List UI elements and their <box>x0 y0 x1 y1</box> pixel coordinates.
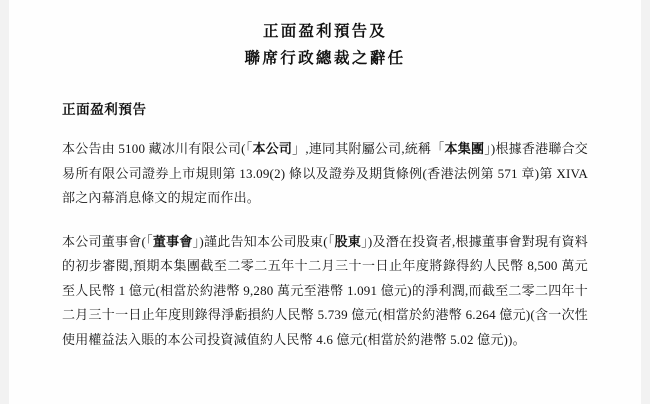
page-title-line-2: 聯席行政總裁之辭任 <box>244 50 406 67</box>
defined-term: 本公司 <box>252 141 293 156</box>
defined-term: 董事會 <box>152 233 193 249</box>
page-left-margin <box>0 0 9 412</box>
text-run: 」)根據香港聯合交易所有限公司證券上市規則第 13.09(2) 條以及證券及期貨條例(香港法例第 571 章)第 XIVA 部之內幕消息條文的規定而作出。 <box>62 141 588 205</box>
document-body <box>62 137 588 352</box>
text-run: 本公司董事會(「 <box>62 233 153 249</box>
defined-term: 本集團 <box>444 141 485 156</box>
page-title <box>62 18 588 72</box>
page-bottom-edge <box>0 404 650 412</box>
paragraph-announcement <box>62 137 588 211</box>
section-heading: 正面盈利預告 <box>62 102 147 117</box>
paragraph-profit-alert <box>62 230 588 353</box>
page-right-margin <box>641 0 650 412</box>
text-run: 本公告由 5100 藏冰川有限公司(「 <box>62 141 253 156</box>
defined-term: 股東 <box>334 233 362 249</box>
text-run: 」)及潛在投資者,根據董事會對現有資料的初步審閱,預期本集團截至二零二五年十二月三十一日止年度將錄得約人民幣 8,500 萬元至人民幣 1 億元(相當於約港幣 9,280 萬元至港幣 1.091 億元)的淨利潤,而截至二零二四年十二月三十一日止年度則錄得淨虧損約人民幣 5.739 億元(相當於約港幣 6.264 億元)(含一次性使用權益法入賬的本公司投資減值約人民幣 4.6 億元(相當於約港幣 5.02 億元))。 <box>62 233 588 347</box>
page-title-line-1: 正面盈利預告及 <box>263 23 387 40</box>
text-run: 」,連同其附屬公司,統稱「 <box>292 141 445 156</box>
text-run: 」)謹此告知本公司股東(「 <box>192 233 335 249</box>
